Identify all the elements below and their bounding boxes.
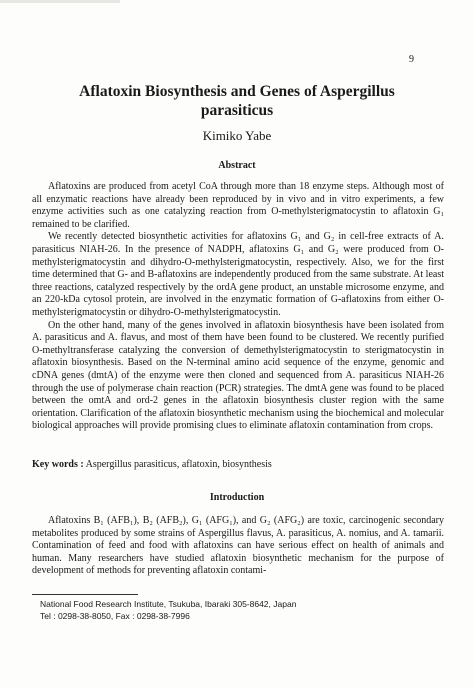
footnote-rule xyxy=(32,594,138,595)
footnote xyxy=(40,598,296,622)
paper-title xyxy=(40,82,434,120)
abstract-paragraph-1: Aflatoxins are produced from acetyl CoA through more than 18 enzyme steps. Although most of all enzymatic reactions have already been reproduced by in vivo and in vitro experiments, a few enzyme activities such as one catalyzing reaction from O-methylsterigmatocystin to aflatoxin G₁ remained to be clarified. xyxy=(32,181,444,230)
introduction-heading: Introduction xyxy=(209,492,265,503)
abstract-heading: Abstract xyxy=(218,160,256,171)
page-number: 9 xyxy=(409,54,414,65)
keywords-text: Aspergillus parasiticus, aflatoxin, biosynthesis xyxy=(85,459,272,470)
keywords xyxy=(32,459,444,470)
author-name: Kimiko Yabe xyxy=(202,128,272,143)
keywords-label: Key words : xyxy=(32,459,84,470)
abstract-paragraph-2: We recently detected biosynthetic activities for aflatoxins G₁ and G₂ in cell-free extracts of A. parasiticus NIAH-26. In the presence of NADPH, aflatoxins G₁ and G₂ were produced from O-methylsterigmatocystin and dihydro-O-methylsterigmatocystin, respectively. Also, we for the first time determined that G- and B-aflatoxins are independently produced from the same substrate. At least three reactions, catalyzed respectively by the ordA gene product, an unstable microsome enzyme, and an 220-kDa cytosol protein, are involved in the enzymatic formation of G-aflatoxins from either O-methylsterigmatocystin or dihydro-O-methylsterigmatocystin. xyxy=(32,231,444,318)
abstract-body xyxy=(32,181,444,433)
scan-mark xyxy=(0,0,120,3)
footnote-contact: Tel : 0298-38-8050, Fax : 0298-38-7996 xyxy=(40,611,190,621)
footnote-affiliation: National Food Research Institute, Tsukuba, Ibaraki 305-8642, Japan xyxy=(40,599,297,609)
abstract-paragraph-3: On the other hand, many of the genes involved in aflatoxin biosynthesis have been isolated from A. parasiticus and A. flavus, and most of them have been found to be clustered. We recently purified O-methyltransferase catalyzing the conversion of demethylsterigmatocystin to sterigmatocystin in aflatoxin biosynthesis. Based on the N-terminal amino acid sequence of the enzyme, genomic and cDNA genes (dmtA) of the enzyme were then cloned and sequenced from A. parasiticus NIAH-26 through the use of polymerase chain reaction (PCR) strategies. The dmtA gene was found to be placed between the omtA and ord-2 genes in the aflatoxin biosynthesis cluster region with the same orientation. Clarification of the aflatoxin biosynthetic mechanism using the biochemical and molecular biological approaches will provide promising clues to eliminate aflatoxin contamination from crops. xyxy=(32,319,444,432)
title-line-1: Aflatoxin Biosynthesis and Genes of Aspergillus xyxy=(79,83,395,100)
title-line-2: parasiticus xyxy=(200,102,274,119)
introduction-body xyxy=(32,515,444,578)
introduction-paragraph: Aflatoxins B₁ (AFB₁), B₂ (AFB₂), G₁ (AFG₁), and G₂ (AFG₂) are toxic, carcinogenic secondary metabolites produced by some strains of Aspergillus flavus, A. parasiticus, A. nomius, and A. tamarii. Contamination of feed and food with aflatoxins can have serious effect on health of animals and human. Many researchers have studied aflatoxin biosynthetic mechanism for the purpose of development of methods for preventing aflatoxin contami- xyxy=(32,515,444,577)
